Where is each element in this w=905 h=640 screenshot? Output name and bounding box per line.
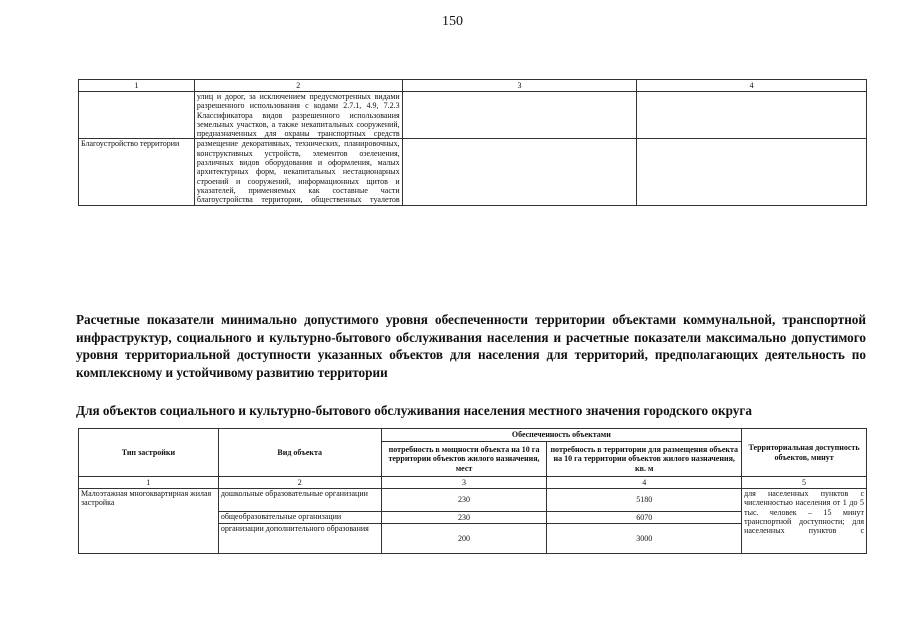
indicators-table xyxy=(78,428,867,554)
page-number: 150 xyxy=(442,14,463,29)
col-number: 3 xyxy=(381,477,547,489)
area-cell: 3000 xyxy=(547,523,742,553)
build-type-cell: Малоэтажная многоквартирная жилая застройка xyxy=(79,489,219,554)
col-number: 5 xyxy=(742,477,867,489)
col-number: 4 xyxy=(637,80,867,92)
object-kind-cell: организации дополнительного образования xyxy=(218,523,381,553)
accessibility-text: для населенных пунктов с численностью населения от 1 до 5 тыс. человек – 15 минут транспортной доступности; для населенных пунктов с xyxy=(744,489,864,536)
table-cell xyxy=(402,139,637,205)
use-description: размещение декоративных, технических, планировочных, конструктивных устройств, элементов озеленения, различных видов оборудования и оформления, малых архитектурных форм, некапитальных нестационарных строений и сооружений, информационных щитов и указателей, применяемых как составные части благоустройства территории, общественных туалетов xyxy=(194,139,402,205)
use-name: Благоустройство территории xyxy=(79,139,195,205)
table-row xyxy=(79,139,867,205)
column-number-row xyxy=(79,80,867,92)
table-cell xyxy=(402,92,637,139)
capacity-cell: 230 xyxy=(381,511,547,523)
capacity-cell: 230 xyxy=(381,489,547,512)
accessibility-cell xyxy=(742,489,867,554)
section-heading: Расчетные показатели минимально допустимого уровня обеспеченности территории объектами коммунальной, транспортной инфраструктур, социального и культурно-бытового обслуживания населения и расчетные показатели максимально допустимого уровня территориальной доступности указанных объектов для населения для территорий, предполагающих деятельность по комплексному и устойчивому развитию территории xyxy=(76,312,866,380)
use-description: улиц и дорог, за исключением предусмотренных видами разрешенного использования с кодами 2.7.1, 4.9, 7.2.3 Классификатора видов разрешенного использования земельных участков, а также некапитальных сооружений, предназначенных для охраны транспортных средств xyxy=(194,92,402,139)
col-number: 2 xyxy=(194,80,402,92)
column-number-row xyxy=(79,477,867,489)
object-kind-cell: дошкольные образовательные организации xyxy=(218,489,381,512)
col-number: 4 xyxy=(547,477,742,489)
header-capacity: потребность в мощности объекта на 10 га территории объектов жилого назначения, мест xyxy=(381,442,547,477)
subsection-heading: Для объектов социального и культурно-бытового обслуживания населения местного значения городского округа xyxy=(76,403,752,418)
header-area: потребность в территории для размещения объекта на 10 га территории объектов жилого назначения, кв. м xyxy=(547,442,742,477)
table-row xyxy=(79,489,867,512)
table-cell xyxy=(637,139,867,205)
area-cell: 6070 xyxy=(547,511,742,523)
table-row xyxy=(79,92,867,139)
area-cell: 5180 xyxy=(547,489,742,512)
header-object-kind: Вид объекта xyxy=(218,429,381,477)
continuation-table xyxy=(78,79,867,206)
header-accessibility: Территориальная доступность объектов, минут xyxy=(742,429,867,477)
header-provision: Обеспеченность объектами xyxy=(381,429,741,442)
capacity-cell: 200 xyxy=(381,523,547,553)
table-cell xyxy=(637,92,867,139)
col-number: 1 xyxy=(79,477,219,489)
header-build-type: Тип застройки xyxy=(79,429,219,477)
object-kind-cell: общеобразовательные организации xyxy=(218,511,381,523)
col-number: 1 xyxy=(79,80,195,92)
col-number: 2 xyxy=(218,477,381,489)
col-number: 3 xyxy=(402,80,637,92)
table-cell xyxy=(79,92,195,139)
